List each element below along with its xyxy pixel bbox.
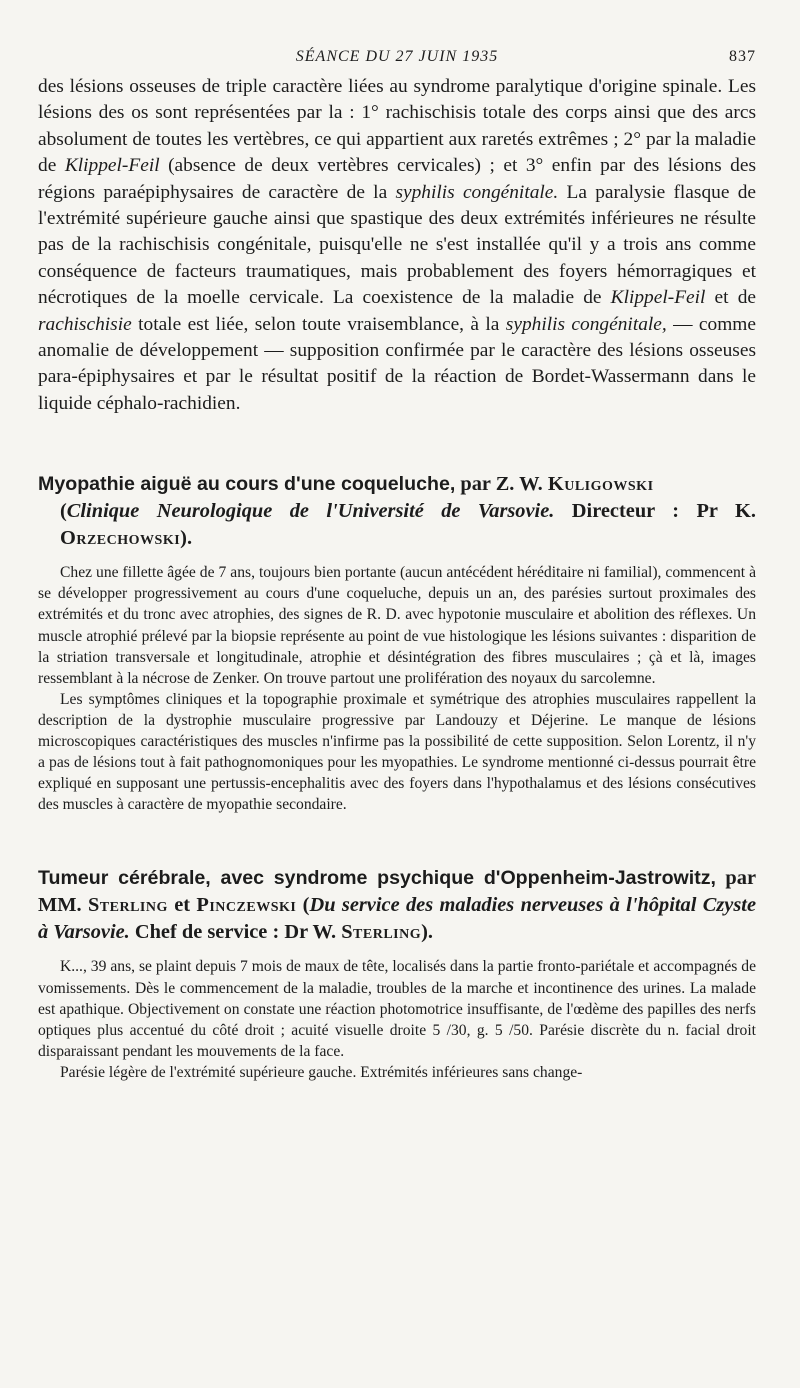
byline: par MM. (38, 867, 756, 917)
text-run: et de (705, 287, 756, 309)
article1-affiliation: Clinique Neurologique de l'Université de Varsovie. (66, 500, 555, 523)
continuation-paragraph (38, 74, 756, 417)
text-run: des lésions osseuses de triple caractère liées au syndrome paralytique d'origine spinale. Les lésions des os sont représentées par la : 1° rachischisis totale des corps ainsi que des arcs absolument de toutes les vertèbres, ce qui appartient aux raretés extrêmes ; 2° par la maladie de (38, 76, 756, 177)
paren: ). (180, 527, 193, 550)
article1-heading (38, 471, 756, 552)
article2-title: Tumeur cérébrale, avec syndrome psychique d'Oppenheim-Jastrowitz, (38, 867, 717, 890)
text-run: totale est liée, selon toute vraisemblance, à la (131, 313, 506, 335)
paren: ( (60, 500, 67, 523)
running-title: SÉANCE DU 27 JUIN 1935 (295, 48, 499, 65)
article1-paragraph-2: Les symptômes cliniques et la topographie proximale et symétrique des atrophies musculaires rappellent la description de la dystrophie musculaire progressive par Landouzy et Déjerine. Le manque de lésions microscopiques caractéristiques des muscles n'infirme pas la possibilité de cette supposition. Selon Lorentz, il n'y a pas de lésions tout à fait pathognomoniques pour les myopathies. Le syndrome mentionné ci-dessus pourrait être expliqué en supposant une pertussis-encephalitis avec des foyers dans l'hypothalamus et des lésions consécutives des muscles à caractère de myopathie secondaire. (38, 690, 756, 814)
chief-label: Chef de service : Dr W. (129, 921, 342, 944)
text-run: La paralysie flasque de l'extrémité supérieure gauche ainsi que spastique des deux extrémités inférieures ne résulte pas de la rachischisis congénitale, puisqu'elle ne s'est installée qu'il y a trois ans comme conséquence de facteurs traumatiques, mais probablement des foyers hémorragiques et nécrotiques de la moelle cervicale. La coexistence de la maladie de (38, 181, 756, 309)
article1-director: Orzechowski (60, 527, 181, 550)
italic-term: Klippel-Feil (64, 155, 160, 177)
conjunction: et (167, 894, 197, 917)
article1-title: Myopathie aiguë au cours d'une coqueluche, (38, 473, 456, 496)
running-head (38, 44, 756, 74)
paren: ( (296, 894, 310, 917)
paren: ). (421, 921, 434, 944)
article1-paragraph-1: Chez une fillette âgée de 7 ans, toujours bien portante (aucun antécédent héréditaire ni familial), commencent à se développer progressivement au cours d'une coqueluche, depuis un an, des parésies surtout proximales des extrémités et du tronc avec atrophies, des signes de R. D. avec hypotonie musculaire et abolition des réflexes. Un muscle atrophié prélevé par la biopsie représente au point de vue histologique les lésions suivantes : disparition de la striation transversale et longitudinale, atrophie et désintégration des fibres musculaires ; çà et là, images ressemblant à la nécrose de Zenker. On trouve partout une prolifération des noyaux du sarcolemne. (38, 564, 756, 687)
article2-heading (38, 865, 756, 946)
article2-author-1: Sterling (87, 894, 168, 917)
italic-term: rachischisie (38, 313, 132, 335)
italic-term: syphilis congénitale. (395, 181, 559, 203)
italic-term: Klippel-Feil (610, 287, 706, 309)
italic-term: syphilis congénitale, (505, 313, 667, 335)
director-label: Directeur : Pr K. (554, 500, 756, 523)
article1-author: Kuligowski (547, 473, 654, 496)
article2-author-2: Pinczewski (196, 894, 297, 917)
article2-affiliation: Du service des maladies nerveuses à l'hôpital Czyste à Varsovie. (38, 894, 756, 944)
text-run: — comme anomalie de développement — supposition confirmée par le caractère des lésions osseuses para-épiphysaires et par le résultat positif de la réaction de Bordet-Wassermann dans le liquide céphalo-rachidien. (38, 313, 756, 414)
article2-chief: Sterling (341, 921, 422, 944)
article2-paragraph-1: K..., 39 ans, se plaint depuis 7 mois de maux de tête, localisés dans la partie fronto-pariétale et accompagnés de vomissements. Dès le commencement de la maladie, troubles de la marche et incontinence des urines. La malade est apathique. Objectivement on constate une réaction photomotrice insuffisante, de l'œdème des papilles des nerfs optiques plus accentué du côté droit ; acuité visuelle droite 5 /30, g. 5 /50. Parésie discrète du n. facial droit disparaissant pendant les mouvements de la face. (38, 958, 756, 1060)
page-number: 837 (729, 48, 756, 65)
text-run: (absence de deux vertèbres cervicales) ; et 3° enfin par des lésions des régions paraépiphysaires de caractère de la (38, 155, 756, 203)
article2-paragraph-2: Parésie légère de l'extrémité supérieure gauche. Extrémités inférieures sans change- (60, 1063, 583, 1081)
article1-affiliation-line (38, 498, 756, 552)
byline: par Z. W. (455, 473, 548, 496)
